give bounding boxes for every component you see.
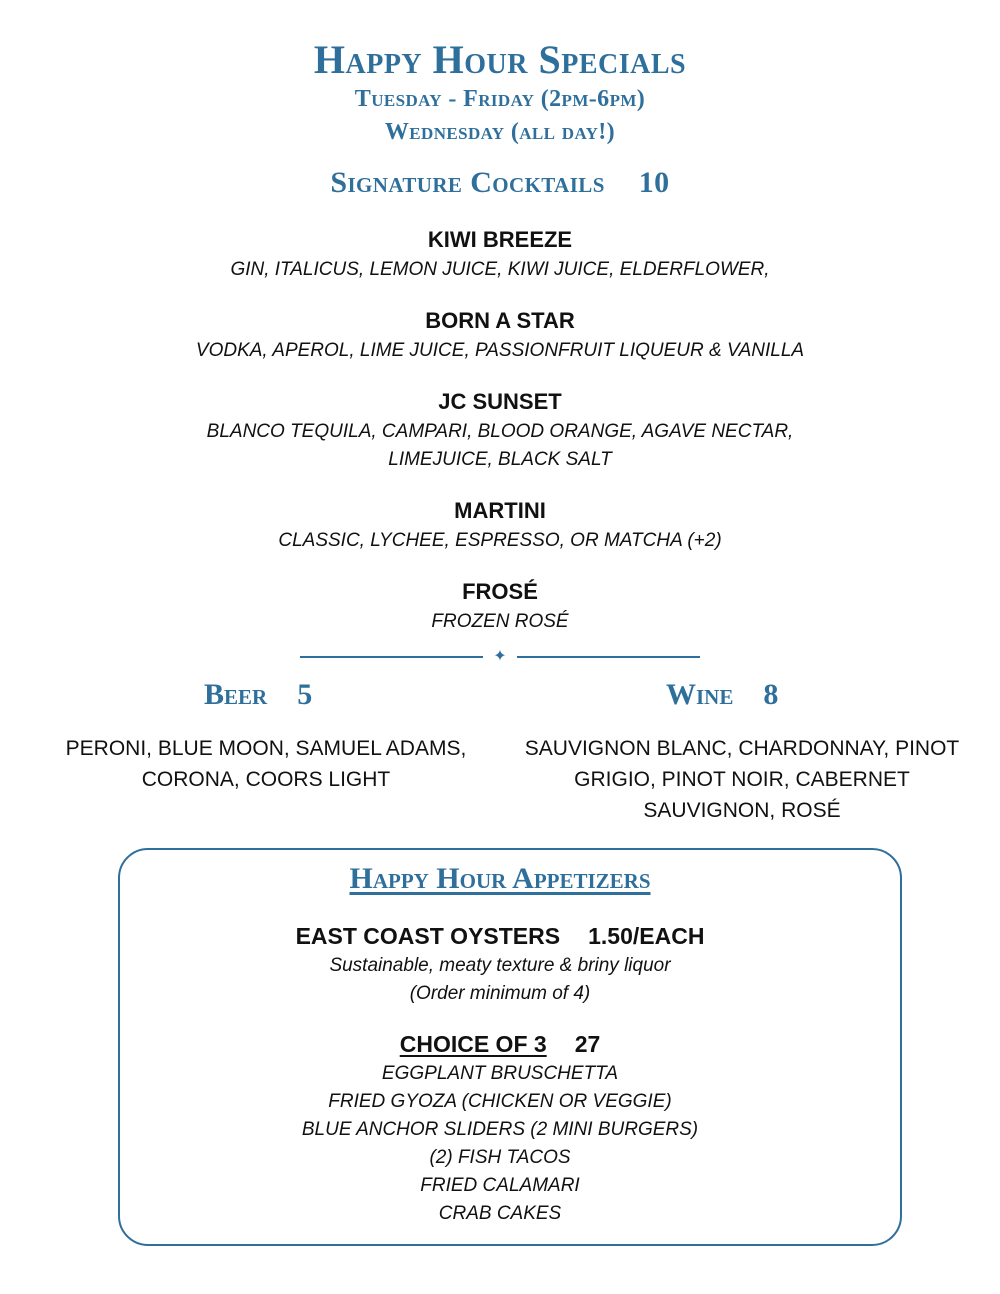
wine-list: [502, 733, 982, 826]
choice-option: EGGPLANT BRUSCHETTA: [381, 1063, 619, 1084]
choice-name: CHOICE OF 3: [399, 1031, 547, 1057]
oysters-price: 1.50/EACH: [588, 923, 705, 949]
beer-line: CORONA, COORS LIGHT: [141, 768, 391, 791]
cocktail-desc: BLANCO TEQUILA, CAMPARI, BLOOD ORANGE, AGAVE NECTAR,: [206, 421, 794, 442]
oysters-name: EAST COAST OYSTERS: [295, 923, 561, 949]
cocktail-name: KIWI BREEZE: [427, 227, 573, 252]
cocktail-desc: LIMEJUICE, BLACK SALT: [388, 449, 612, 470]
beer-heading-label: Beer: [204, 678, 268, 711]
beer-list: [40, 733, 492, 795]
wine-heading: [666, 678, 778, 712]
cocktail-name: BORN A STAR: [425, 308, 575, 333]
wine-heading-label: Wine: [666, 678, 734, 711]
cocktails-heading-label: Signature Cocktails: [330, 166, 605, 199]
cocktail-desc: VODKA, APEROL, LIME JUICE, PASSIONFRUIT LIQUEUR & VANILLA: [195, 340, 805, 361]
wednesday-subtitle: Wednesday (all day!): [384, 119, 616, 145]
beer-heading: [204, 678, 312, 712]
wine-line: SAUVIGNON BLANC, CHARDONNAY, PINOT: [524, 737, 960, 760]
wine-line: SAUVIGNON, ROSÉ: [643, 799, 841, 822]
page-title: Happy Hour Specials: [313, 37, 687, 82]
oysters-desc: Sustainable, meaty texture & briny liquor: [329, 955, 671, 976]
choice-option: FRIED GYOZA (CHICKEN OR VEGGIE): [328, 1091, 672, 1112]
diamond-icon: ✦: [493, 648, 507, 665]
cocktail-desc: FROZEN ROSÉ: [431, 611, 569, 632]
cocktail-name: MARTINI: [454, 498, 546, 523]
choice-item: [0, 1030, 1000, 1228]
divider-line-left: [300, 656, 483, 658]
wine-line: GRIGIO, PINOT NOIR, CABERNET: [574, 768, 910, 791]
oysters-item: [0, 922, 1000, 1008]
choice-price: 27: [574, 1031, 601, 1057]
cocktail-item: [0, 226, 1000, 284]
oysters-desc: (Order minimum of 4): [409, 983, 591, 1004]
beer-price: 5: [297, 678, 313, 711]
wine-price: 8: [763, 678, 779, 711]
choice-option: (2) FISH TACOS: [429, 1147, 571, 1168]
cocktails-heading: [0, 166, 1000, 200]
cocktail-item: [0, 578, 1000, 636]
cocktail-name: FROSÉ: [462, 579, 538, 604]
cocktail-desc: GIN, ITALICUS, LEMON JUICE, KIWI JUICE, ELDERFLOWER,: [230, 259, 770, 280]
choice-option: FRIED CALAMARI: [420, 1175, 580, 1196]
cocktail-item: [0, 388, 1000, 474]
cocktail-item: [0, 497, 1000, 555]
choice-name-row: [0, 1030, 1000, 1058]
beer-line: PERONI, BLUE MOON, SAMUEL ADAMS,: [65, 737, 467, 760]
cocktail-item: [0, 307, 1000, 365]
appetizers-heading: Happy Hour Appetizers: [349, 862, 651, 895]
cocktails-price: 10: [638, 166, 670, 199]
divider-line-right: [517, 656, 700, 658]
oysters-name-row: [0, 922, 1000, 950]
choice-option: CRAB CAKES: [438, 1203, 562, 1224]
cocktail-name: JC SUNSET: [438, 389, 562, 414]
choice-option: BLUE ANCHOR SLIDERS (2 MINI BURGERS): [301, 1119, 699, 1140]
days-subtitle: Tuesday - Friday (2pm-6pm): [354, 86, 646, 112]
cocktail-desc: CLASSIC, LYCHEE, ESPRESSO, OR MATCHA (+2): [278, 530, 722, 551]
